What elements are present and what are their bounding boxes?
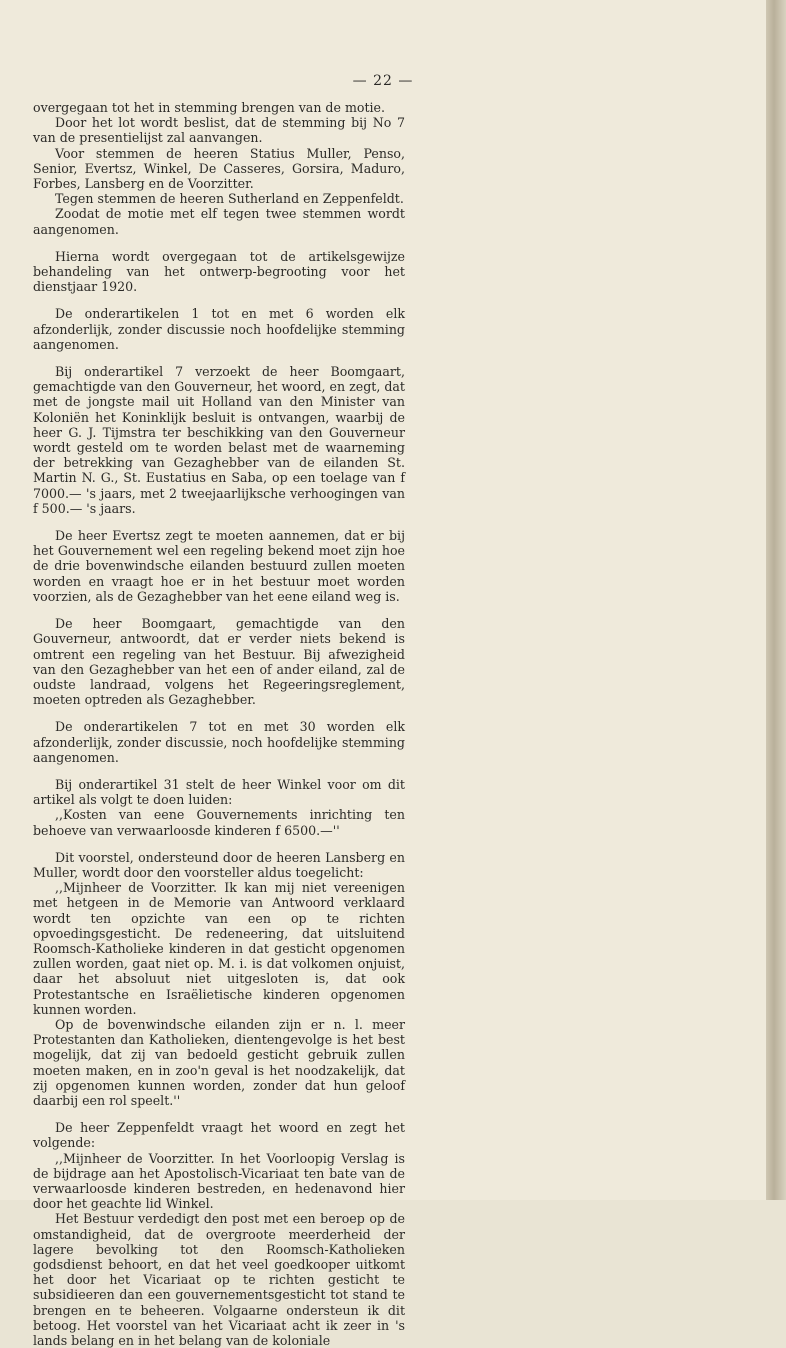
paragraph: Dit voorstel, ondersteund door de heeren Lansberg en Muller, wordt door den voorsteller aldus toegelicht: bbox=[33, 849, 405, 880]
paragraph: De heer Boomgaart, gemachtigde van den Gouverneur, antwoordt, dat er verder niets bekend is omtrent een regeling van het Bestuur. Bij afwezigheid van den Gezaghebber van het een of ander eiland, zal de oudste landraad, volgens het Regeeringsreglement, moeten optreden als Gezaghebber. bbox=[33, 616, 405, 708]
paragraph: De heer Zeppenfeldt vraagt het woord en zegt het volgende: bbox=[33, 1120, 405, 1151]
paragraph: De onderartikelen 7 tot en met 30 worden elk afzonderlijk, zonder discussie, noch hoofdelijke stemming aangenomen. bbox=[33, 719, 405, 765]
paragraph: De heer Evertsz zegt te moeten aannemen, dat er bij het Gouvernement wel een regeling bekend moet zijn hoe de drie bovenwindsche eilanden bestuurd zullen moeten worden en vraagt hoe er in het bestuur moet worden voorzien, als de Gezaghebber van het eene eiland weg is. bbox=[33, 528, 405, 604]
page-number: — 22 — bbox=[352, 73, 414, 89]
paragraph: De onderartikelen 1 tot en met 6 worden elk afzonderlijk, zonder discussie noch hoofdelijke stemming aangenomen. bbox=[33, 306, 405, 352]
paragraph: Door het lot wordt beslist, dat de stemming bij No 7 van de presentielijst zal aanvangen. bbox=[33, 115, 405, 146]
paragraph: overgegaan tot het in stemming brengen van de motie. bbox=[33, 100, 386, 115]
paragraph: Op de bovenwindsche eilanden zijn er n. l. meer Protestanten dan Katholieken, dientengevolge is het best mogelijk, dat zij van bedoeld gesticht gebruik zullen moeten maken, en in zoo'n geval is het noodzakelijk, dat zij opgenomen kunnen worden, zonder dat hun geloof daarbij een rol speelt.'' bbox=[33, 1016, 405, 1108]
paragraph: Zoodat de motie met elf tegen twee stemmen wordt aangenomen. bbox=[33, 206, 405, 237]
paragraph: ,,Mijnheer de Voorzitter. In het Voorloopig Verslag is de bijdrage aan het Apostolisch-Vicariaat ten bate van de verwaarloosde kinderen bestreden, en hedenavond hier door het geachte lid Winkel. bbox=[33, 1150, 405, 1212]
body-text bbox=[33, 100, 405, 1348]
paragraph: Bij onderartikel 31 stelt de heer Winkel voor om dit artikel als volgt te doen luiden: bbox=[33, 776, 405, 808]
paragraph: Het Bestuur verdedigt den post met een beroep op de omstandigheid, dat de overgroote meerderheid der lagere bevolking tot den Roomsch-Katholieken godsdienst behoort, en dat het veel goedkooper uitkomt het door het Vicariaat op te richten gesticht te subsidieeren dan een gouvernementsgesticht tot stand te brengen en te beheeren. Volgaarne ondersteun ik dit betoog. Het voorstel van het Vicariaat acht ik zeer in 's lands belang en in het belang van de koloniale bbox=[33, 1211, 405, 1348]
book-spine bbox=[766, 0, 786, 1200]
paragraph: ,,Kosten van eene Gouvernements inrichting ten behoeve van verwaarloosde kinderen f 6500.—'' bbox=[33, 807, 405, 838]
paragraph: ,,Mijnheer de Voorzitter. Ik kan mij niet vereenigen met hetgeen in de Memorie van Antwoord verklaard wordt ten opzichte van een op te richten opvoedingsgesticht. De redeneering, dat uitsluitend Roomsch-Katholieke kinderen in dat gesticht opgenomen zullen worden, gaat niet op. M. i. is dat volkomen onjuist, daar het absoluut niet uitgesloten is, dat ook Protestantsche en Israëlietische kinderen opgenomen kunnen worden. bbox=[33, 880, 405, 1017]
paragraph: Hierna wordt overgegaan tot de artikelsgewijze behandeling van het ontwerp-begrooting voor het dienstjaar 1920. bbox=[33, 248, 405, 295]
paragraph: Tegen stemmen de heeren Sutherland en Zeppenfeldt. bbox=[55, 191, 404, 207]
paragraph: Voor stemmen de heeren Statius Muller, Penso, Senior, Evertsz, Winkel, De Casseres, Gorsira, Maduro, Forbes, Lansberg en de Voorzitter. bbox=[33, 145, 405, 192]
paragraph: Bij onderartikel 7 verzoekt de heer Boomgaart, gemachtigde van den Gouverneur, het woord, en zegt, dat met de jongste mail uit Holland van den Minister van Koloniën het Koninklijk besluit is ontvangen, waarbij de heer G. J. Tijmstra ter beschikking van den Gouverneur wordt gesteld om te worden belast met de waarneming der betrekking van Gezaghebber van de eilanden St. Martin N. G., St. Eustatius en Saba, op een toelage van f 7000.— 's jaars, met 2 tweejaarlijksche verhoogingen van f 500.— 's jaars. bbox=[33, 364, 405, 516]
